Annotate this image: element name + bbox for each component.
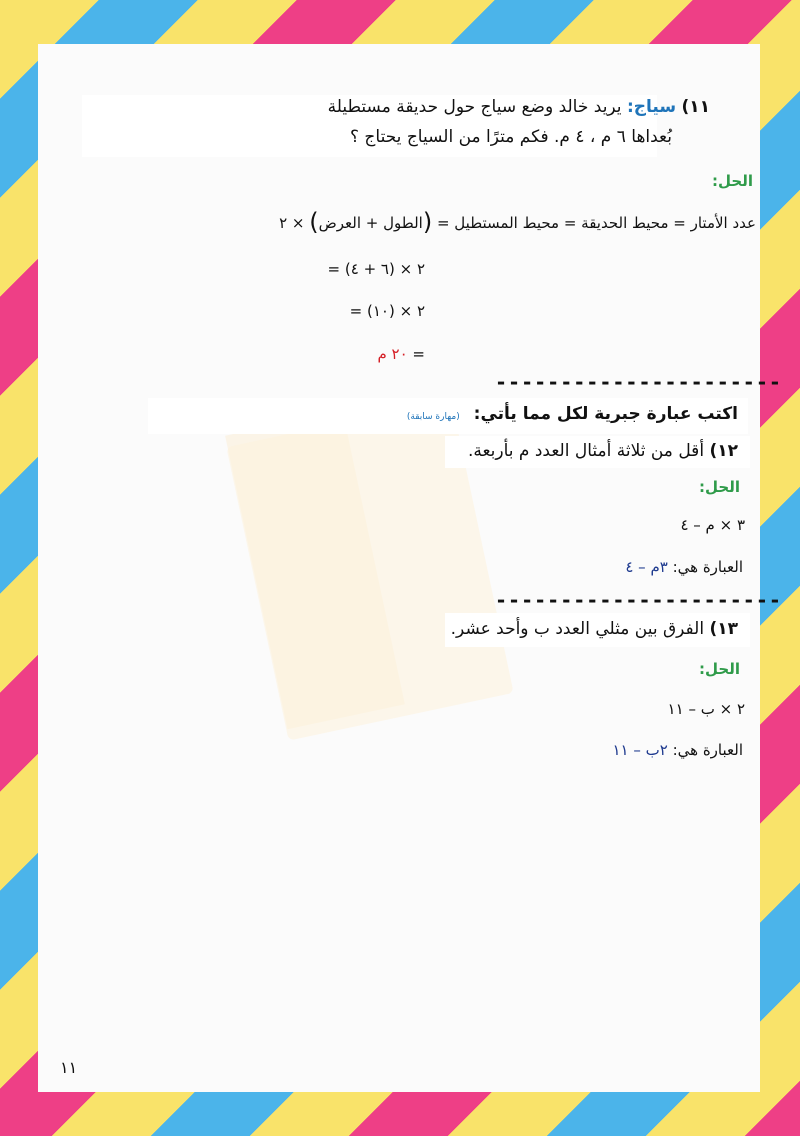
q11-eq-part3: × ٢ [279,214,305,232]
q11-step3-eq: = [412,345,425,363]
instruction-text: اكتب عبارة جبرية لكل مما يأتي: [473,404,738,424]
q11-title: سياج: [626,97,677,117]
q11-text-line1: يريد خالد وضع سياج حول حديقة مستطيلة [327,97,622,117]
q13-answer-label: العبارة هي: [672,741,743,759]
q12-text: أقل من ثلاثة أمثال العدد م بأربعة. [467,441,705,461]
skill-tag: (مهارة سابقة) [406,412,460,422]
paren-close: ) [309,208,319,236]
q11-line1 [328,97,710,117]
paren-open: ( [422,208,433,236]
q11-equation [279,208,756,236]
q12-number: ١٢) [709,441,738,461]
q12-question [468,441,738,461]
q13-work: ٢ × ب – ١١ [667,700,745,718]
q11-step3 [377,345,425,363]
separator-2: ---------------------- [495,588,782,612]
q12-answer-label: العبارة هي: [672,558,743,576]
q13-text: الفرق بين مثلي العدد ب وأحد عشر. [450,619,705,639]
q13-number: ١٣) [709,619,738,639]
q13-solution-label: الحل: [699,660,740,678]
q12-work: ٣ × م – ٤ [680,516,745,534]
page-number: ١١ [60,1058,78,1077]
q13-question [451,619,738,639]
q13-answer: ٢ب – ١١ [612,741,668,759]
separator-1: ---------------------- [495,370,782,394]
q11-solution-label: الحل: [712,172,753,190]
q13-answer-line [612,741,743,759]
q12-solution-label: الحل: [699,478,740,496]
q11-text-line2: بُعداها ٦ م ، ٤ م. فكم مترًا من السياج يحتاج ؟ [350,127,672,147]
q11-number: ١١) [681,97,710,117]
instruction [407,404,738,424]
q12-answer-line [625,558,743,576]
q11-eq-part2: الطول + العرض [318,214,423,232]
q11-step2: = (١٠) × ٢ [349,302,425,320]
q11-step1: = (٦ + ٤) × ٢ [327,260,425,278]
q11-answer: ٢٠ م [377,345,408,363]
q11-eq-part1: عدد الأمتار = محيط الحديقة = محيط المستطيل = [436,214,756,232]
q12-answer: ٣م – ٤ [625,558,668,576]
